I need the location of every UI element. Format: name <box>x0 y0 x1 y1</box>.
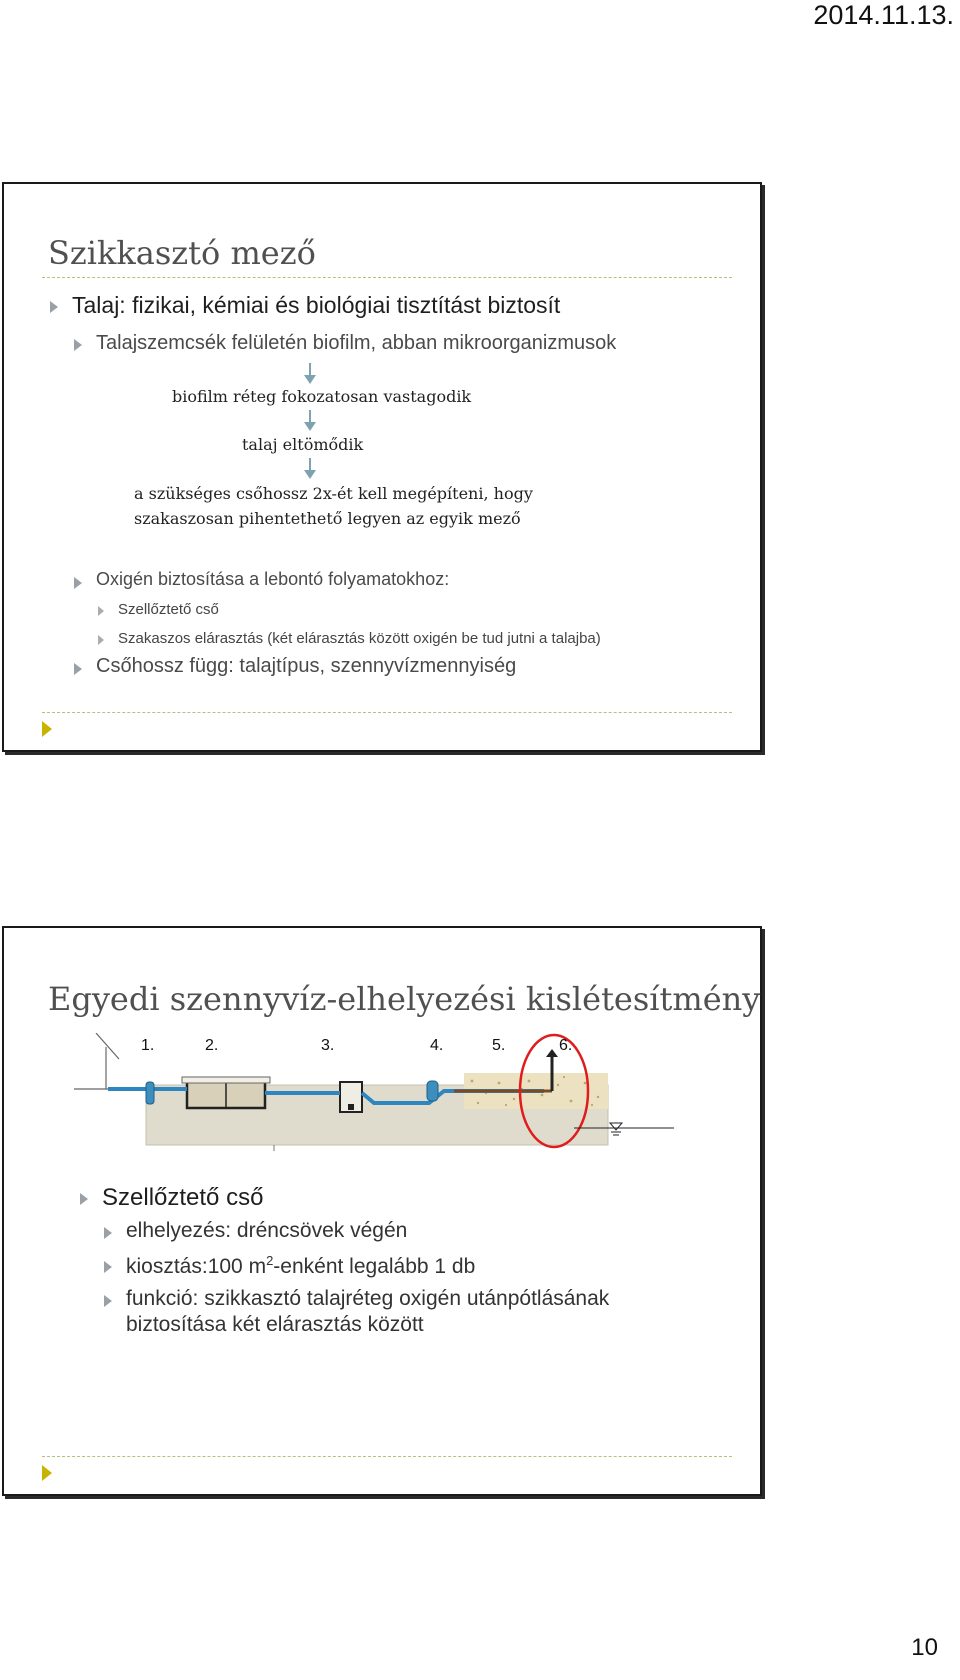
bullet-arrow-icon <box>80 1193 88 1205</box>
footer-marker-icon <box>42 1465 52 1481</box>
bullet-arrow-icon <box>74 577 82 589</box>
bullet-vent-pipe: Szellőztető cső <box>102 1184 264 1211</box>
slide-1 <box>2 182 762 752</box>
down-arrow-icon <box>303 410 317 432</box>
slide-2 <box>2 926 762 1496</box>
diagram-label-2: 2. <box>205 1037 219 1054</box>
vent-item-distribution: kiosztás:100 $m^2$-enként legalább 1 db <box>126 1253 476 1278</box>
down-arrow-icon <box>303 363 317 385</box>
diagram-label-6: 6. <box>559 1037 573 1054</box>
footer-divider <box>42 1456 732 1457</box>
flow-step-3-line-2: szakaszosan pihentethető legyen az egyik mező <box>134 509 521 528</box>
bullet-arrow-icon <box>74 339 82 351</box>
vent-item-function-line-1: funkció: szikkasztó talajréteg oxigén utánpótlásának <box>126 1287 610 1310</box>
flow-step-3-line-1: a szükséges csőhossz 2x-ét kell megépíteni, hogy <box>134 484 533 503</box>
flow-step-2: talaj eltömődik <box>242 435 364 454</box>
bullet-arrow-icon <box>74 663 82 675</box>
slide-1-title: Szikkasztó mező <box>48 234 316 272</box>
diagram-label-1: 1. <box>141 1037 155 1054</box>
footer-marker-icon <box>42 721 52 737</box>
bullet-sub-biofilm: Talajszemcsék felületén biofilm, abban mikroorganizmusok <box>96 332 617 354</box>
bullet-arrow-icon <box>50 301 58 313</box>
down-arrow-icon <box>303 458 317 480</box>
bullet-arrow-icon <box>104 1227 112 1239</box>
flow-step-1: biofilm réteg fokozatosan vastagodik <box>172 387 472 406</box>
diagram-label-5: 5. <box>492 1037 506 1054</box>
oxygen-item-1: Szellőztető cső <box>118 601 219 618</box>
vent-item-function-line-2: biztosítása két elárasztás között <box>126 1313 424 1336</box>
oxygen-item-2: Szakaszos elárasztás (két elárasztás között oxigén be tud jutni a talajba) <box>118 630 601 647</box>
bullet-sub-oxygen: Oxigén biztosítása a lebontó folyamatokhoz: <box>96 569 450 589</box>
bullet-arrow-icon <box>98 606 104 616</box>
treatment-diagram <box>74 1033 694 1163</box>
title-divider <box>42 277 732 278</box>
vent-item-placement: elhelyezés: dréncsövek végén <box>126 1219 408 1242</box>
bullet-arrow-icon <box>104 1295 112 1307</box>
footer-divider <box>42 712 732 713</box>
diagram-label-4: 4. <box>430 1037 444 1054</box>
treatment-diagram-graphic <box>74 1033 694 1163</box>
bullet-arrow-icon <box>98 635 104 645</box>
slide-2-title: Egyedi szennyvíz-elhelyezési kislétesítmény <box>48 980 761 1018</box>
bullet-main: Talaj: fizikai, kémiai és biológiai tisztítást biztosít <box>72 292 561 318</box>
header-date: 2014.11.13. <box>813 0 954 30</box>
bullet-arrow-icon <box>104 1261 112 1273</box>
page-number: 10 <box>911 1634 938 1661</box>
diagram-label-3: 3. <box>321 1037 335 1054</box>
bullet-sub-pipe-length: Csőhossz függ: talajtípus, szennyvízmennyiség <box>96 655 517 677</box>
